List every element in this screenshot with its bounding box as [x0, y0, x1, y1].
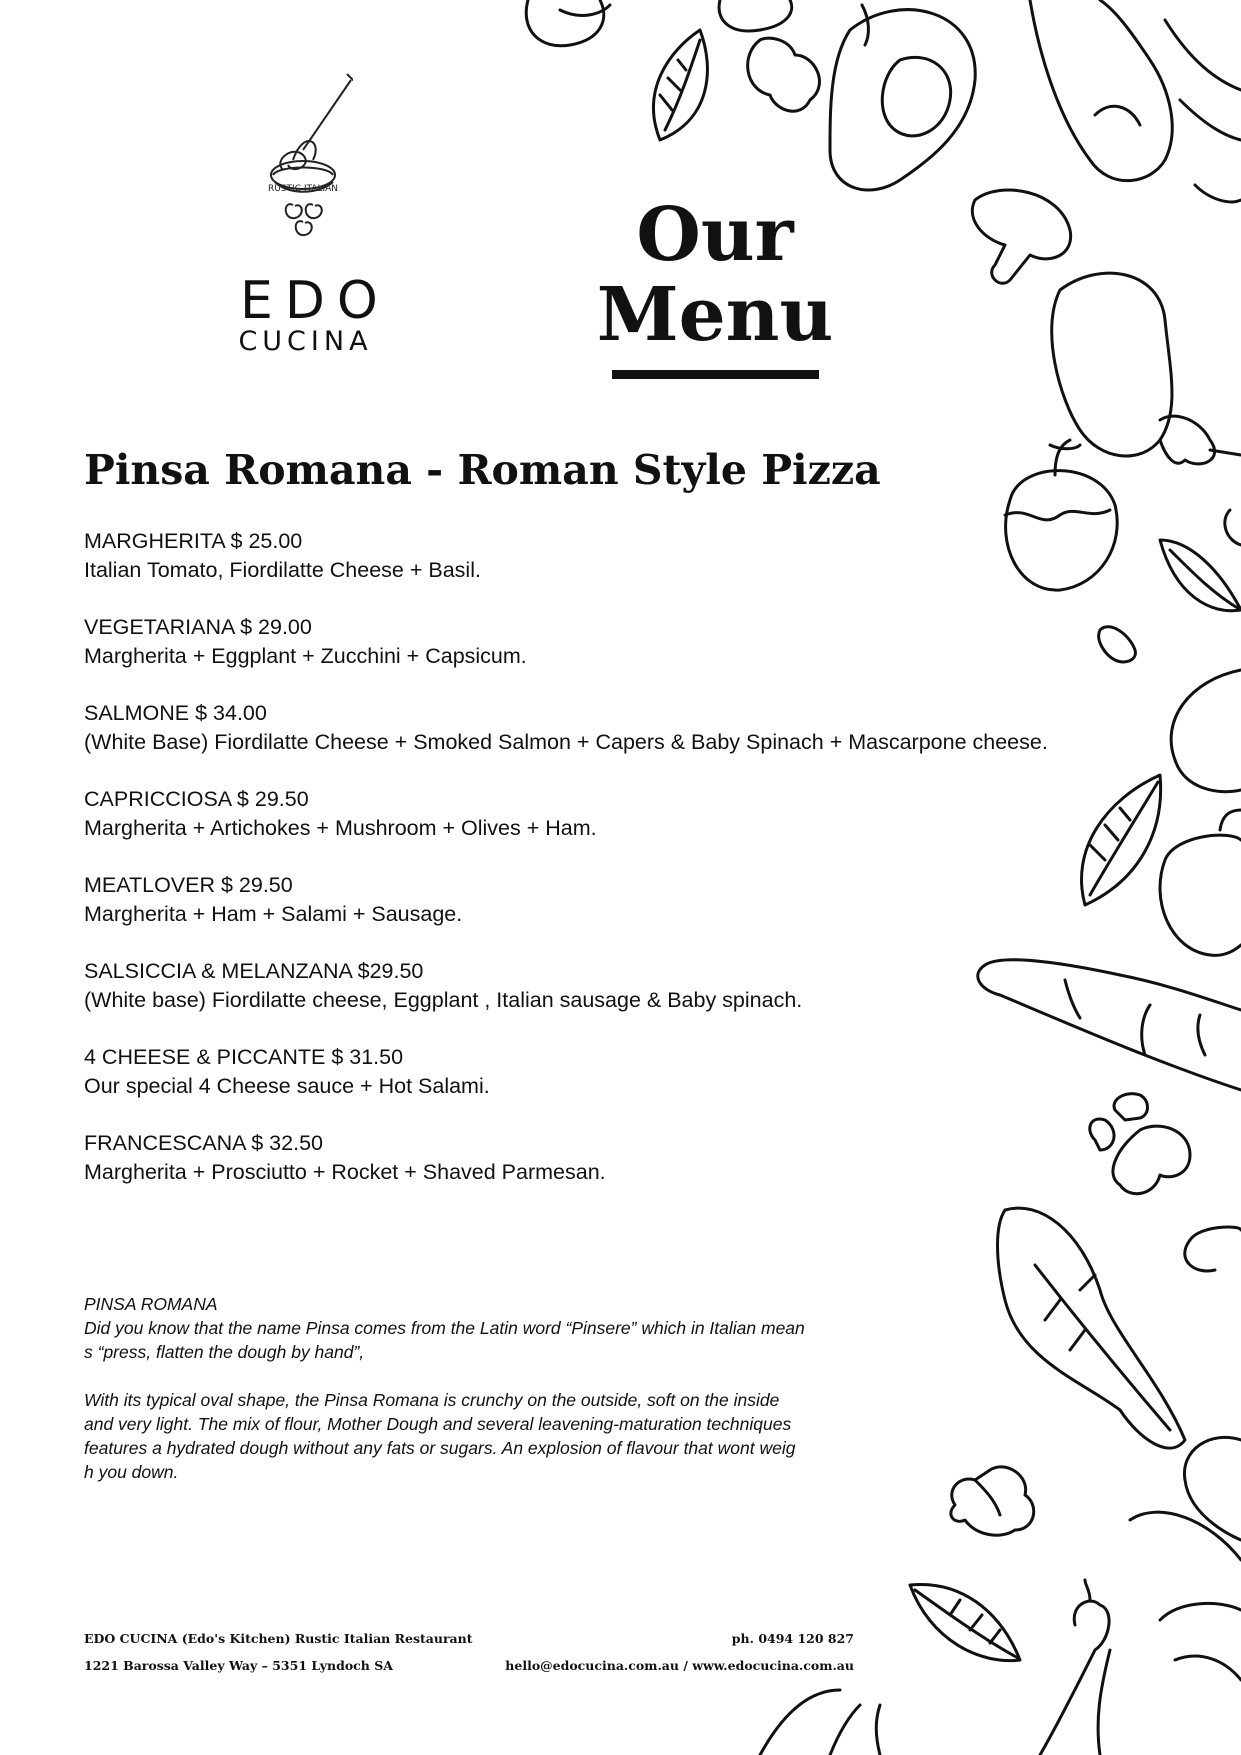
section-title: Pinsa Romana - Roman Style Pizza [84, 446, 881, 494]
menu-item-description: Our special 4 Cheese sauce + Hot Salami. [84, 1074, 490, 1098]
footer-phone: ph. 0494 120 827 [731, 1631, 854, 1646]
menu-item-description: (White Base) Fiordilatte Cheese + Smoked Salmon + Capers & Baby Spinach + Mascarpone cheese. [84, 730, 1048, 754]
menu-item-description: (White base) Fiordilatte cheese, Eggplant , Italian sausage & Baby spinach. [84, 988, 803, 1012]
menu-item-name: SALMONE $ 34.00 [84, 701, 267, 725]
menu-item-description: Margherita + Artichokes + Mushroom + Olives + Ham. [84, 816, 597, 840]
menu-item [84, 871, 1084, 957]
logo-subname: CUCINA [238, 326, 373, 357]
menu-item [84, 527, 1084, 613]
menu-item [84, 785, 1084, 871]
title-underline [612, 370, 819, 379]
fork-pasta-icon [253, 70, 353, 270]
svg-text:RUSTIC ITALIAN: RUSTIC ITALIAN [267, 184, 339, 194]
title-line-2: Menu [596, 272, 834, 358]
menu-item-name: 4 CHEESE & PICCANTE $ 31.50 [84, 1045, 404, 1069]
footer-web-links[interactable]: hello@edocucina.com.au / www.edocucina.com.au [505, 1658, 854, 1673]
menu-items-list [84, 527, 1084, 1215]
menu-item-name: VEGETARIANA $ 29.00 [84, 615, 312, 639]
menu-item-description: Margherita + Eggplant + Zucchini + Capsicum. [84, 644, 527, 668]
menu-item [84, 1129, 1084, 1215]
footer-address: 1221 Barossa Valley Way – 5351 Lyndoch SA [84, 1658, 393, 1673]
menu-item [84, 1043, 1084, 1129]
page-title [590, 192, 840, 358]
menu-item-name: FRANCESCANA $ 32.50 [84, 1131, 323, 1155]
menu-item-description: Margherita + Ham + Salami + Sausage. [84, 902, 463, 926]
title-line-1: Our [636, 192, 794, 278]
footer-right [505, 1625, 854, 1679]
note-heading: PINSA ROMANA [84, 1294, 218, 1314]
menu-item-name: MARGHERITA $ 25.00 [84, 529, 303, 553]
logo-name: EDO [240, 271, 390, 331]
menu-item-description: Margherita + Prosciutto + Rocket + Shaved Parmesan. [84, 1160, 606, 1184]
note-paragraph-1: Did you know that the name Pinsa comes from the Latin word “Pinsere” which in Italian mean s “press, flatten the dough by hand”, [84, 1318, 805, 1362]
footer-restaurant-name: EDO CUCINA (Edo's Kitchen) Rustic Italian Restaurant [84, 1631, 473, 1646]
menu-item [84, 613, 1084, 699]
menu-item [84, 957, 1084, 1043]
menu-item [84, 699, 1084, 785]
menu-item-name: CAPRICCIOSA $ 29.50 [84, 787, 309, 811]
footer-left [84, 1625, 473, 1679]
pinsa-note [84, 1292, 874, 1508]
note-paragraph-2: With its typical oval shape, the Pinsa Romana is crunchy on the outside, soft on the inside and very light. The mix of flour, Mother Dough and several leavening-maturation techniques features a hydrated dough without any fats or sugars. An explosion of flavour that wont weig h you down. [84, 1390, 796, 1482]
menu-item-name: SALSICCIA & MELANZANA $29.50 [84, 959, 424, 983]
menu-item-name: MEATLOVER $ 29.50 [84, 873, 293, 897]
menu-item-description: Italian Tomato, Fiordilatte Cheese + Basil. [84, 558, 481, 582]
restaurant-logo [228, 70, 390, 360]
